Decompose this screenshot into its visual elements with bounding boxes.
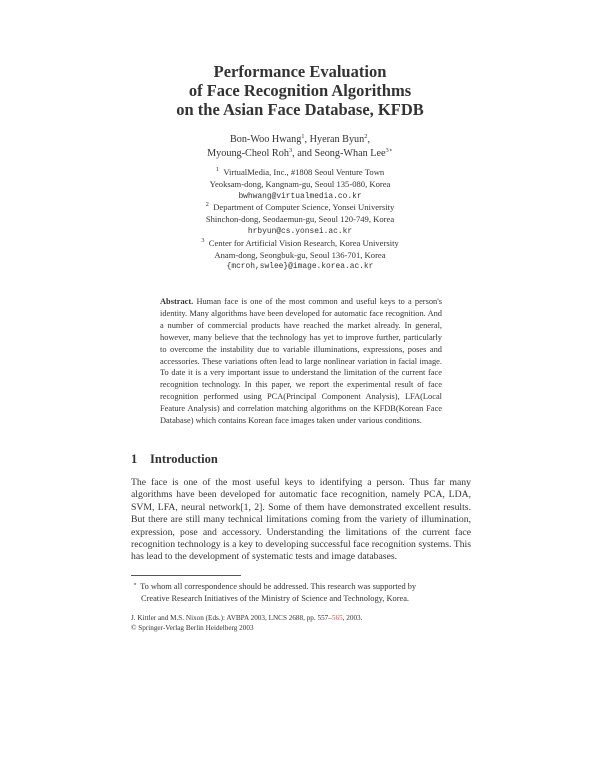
affiliation-1-line-2: Yeoksam-dong, Kangnam-gu, Seoul 135-080, Korea: [209, 178, 391, 189]
author-list: [100, 133, 500, 161]
citation-line-1: J. Kittler and M.S. Nixon (Eds.): AVBPA 2003, LNCS 2688, pp. 557–565, 2003.: [131, 614, 363, 622]
abstract-text: Human face is one of the most common and useful keys to a person's identity. Many algorithms have been developed for automatic face recognition. And a number of commercial products have reached the market already. In general, however, many believe that the technology has yet to improve further, particularly to overcome the instability due to variable illuminations, expressions, poses and accessories. These variations often lead to large nonlinear variation in facial image. To date it is a very important issue to understand the limitation of the current face recognition technology. In this paper, we report the experimental result of face recognition performed using PCA(Principal Component Analysis), LFA(Local Feature Analysis) and correlation matching algorithms on the KFDB(Korean Face Database) which contains Korean face images taken under various conditions.: [160, 297, 442, 426]
author-name: , Hyeran Byun: [304, 134, 365, 145]
author-affil-mark: 3⋆: [385, 147, 393, 154]
section-heading: [131, 452, 218, 467]
author-line-2: [100, 147, 500, 161]
title-line-2: of Face Recognition Algorithms: [188, 81, 412, 100]
author-affil-mark: 3: [288, 147, 293, 154]
author-separator: ,: [367, 134, 371, 145]
introduction-paragraph: The face is one of the most useful keys to identifying a person. Thus far many algorithms have been developed for automatic face recognition, namely PCA, LDA, SVM, LFA, neural network[1, 2]. Some of them have demonstrated excellent results. But there are still many technical limitations coming from the variety of illumination, expression, pose and accessory. Understanding the limitations of the current face recognition technology is a key to developing successful face recognition systems. This has lead to the development of systematic tests and image databases.: [131, 477, 471, 563]
footnote-line-1: ⋆ To whom all correspondence should be addressed. This research was supported by: [133, 581, 417, 591]
corresponding-author-mark: ⋆: [388, 147, 393, 154]
page-range-link[interactable]: 565: [331, 614, 343, 622]
affiliation-3-email: {mcroh,swlee}@image.korea.ac.kr: [226, 262, 374, 272]
citation-block: [131, 614, 362, 634]
affiliation-list: [100, 167, 500, 273]
affiliation-1-email: bwhwang@virtualmedia.co.kr: [238, 191, 362, 201]
footnote-line-2: Creative Research Initiatives of the Ministry of Science and Technology, Korea.: [141, 593, 410, 603]
author-affil-mark: 2: [364, 133, 368, 140]
author-name: Bon-Woo Hwang: [229, 134, 302, 145]
affiliation-1-line-1: $^1$ VirtualMedia, Inc., #1808 Seoul Venture Town: [215, 166, 385, 177]
title-line-1: Performance Evaluation: [213, 62, 387, 81]
section-title: Introduction: [150, 452, 218, 466]
affiliation-2-line-2: Shinchon-dong, Seodaemun-gu, Seoul 120-749, Korea: [205, 214, 395, 225]
author-name: , and Seong-Whan Lee: [292, 148, 386, 159]
copyright-line: © Springer-Verlag Berlin Heidelberg 2003: [131, 623, 254, 632]
title-line-3: on the Asian Face Database, KFDB: [176, 100, 424, 119]
author-line-1: [100, 133, 500, 147]
footnote-mark: ⋆: [133, 581, 138, 588]
footnote: [131, 579, 471, 604]
abstract: [160, 296, 442, 427]
affiliation-3-line-1: $^3$ Center for Artificial Vision Research, Korea University: [201, 236, 399, 248]
affiliation-2-line-1: $^2$ Department of Computer Science, Yonsei University: [205, 201, 395, 213]
paper-title: [100, 62, 500, 119]
author-name: Myoung-Cheol Roh: [207, 148, 289, 159]
author-affil-mark: 1: [301, 133, 305, 140]
affiliation-3-line-2: Anam-dong, Seongbuk-gu, Seoul 136-701, Korea: [214, 249, 386, 260]
section-number: 1: [131, 452, 138, 466]
affiliation-2-email: hrbyun@cs.yonsei.ac.kr: [247, 226, 353, 236]
abstract-label: Abstract.: [160, 297, 194, 306]
footnote-divider: [131, 575, 241, 576]
